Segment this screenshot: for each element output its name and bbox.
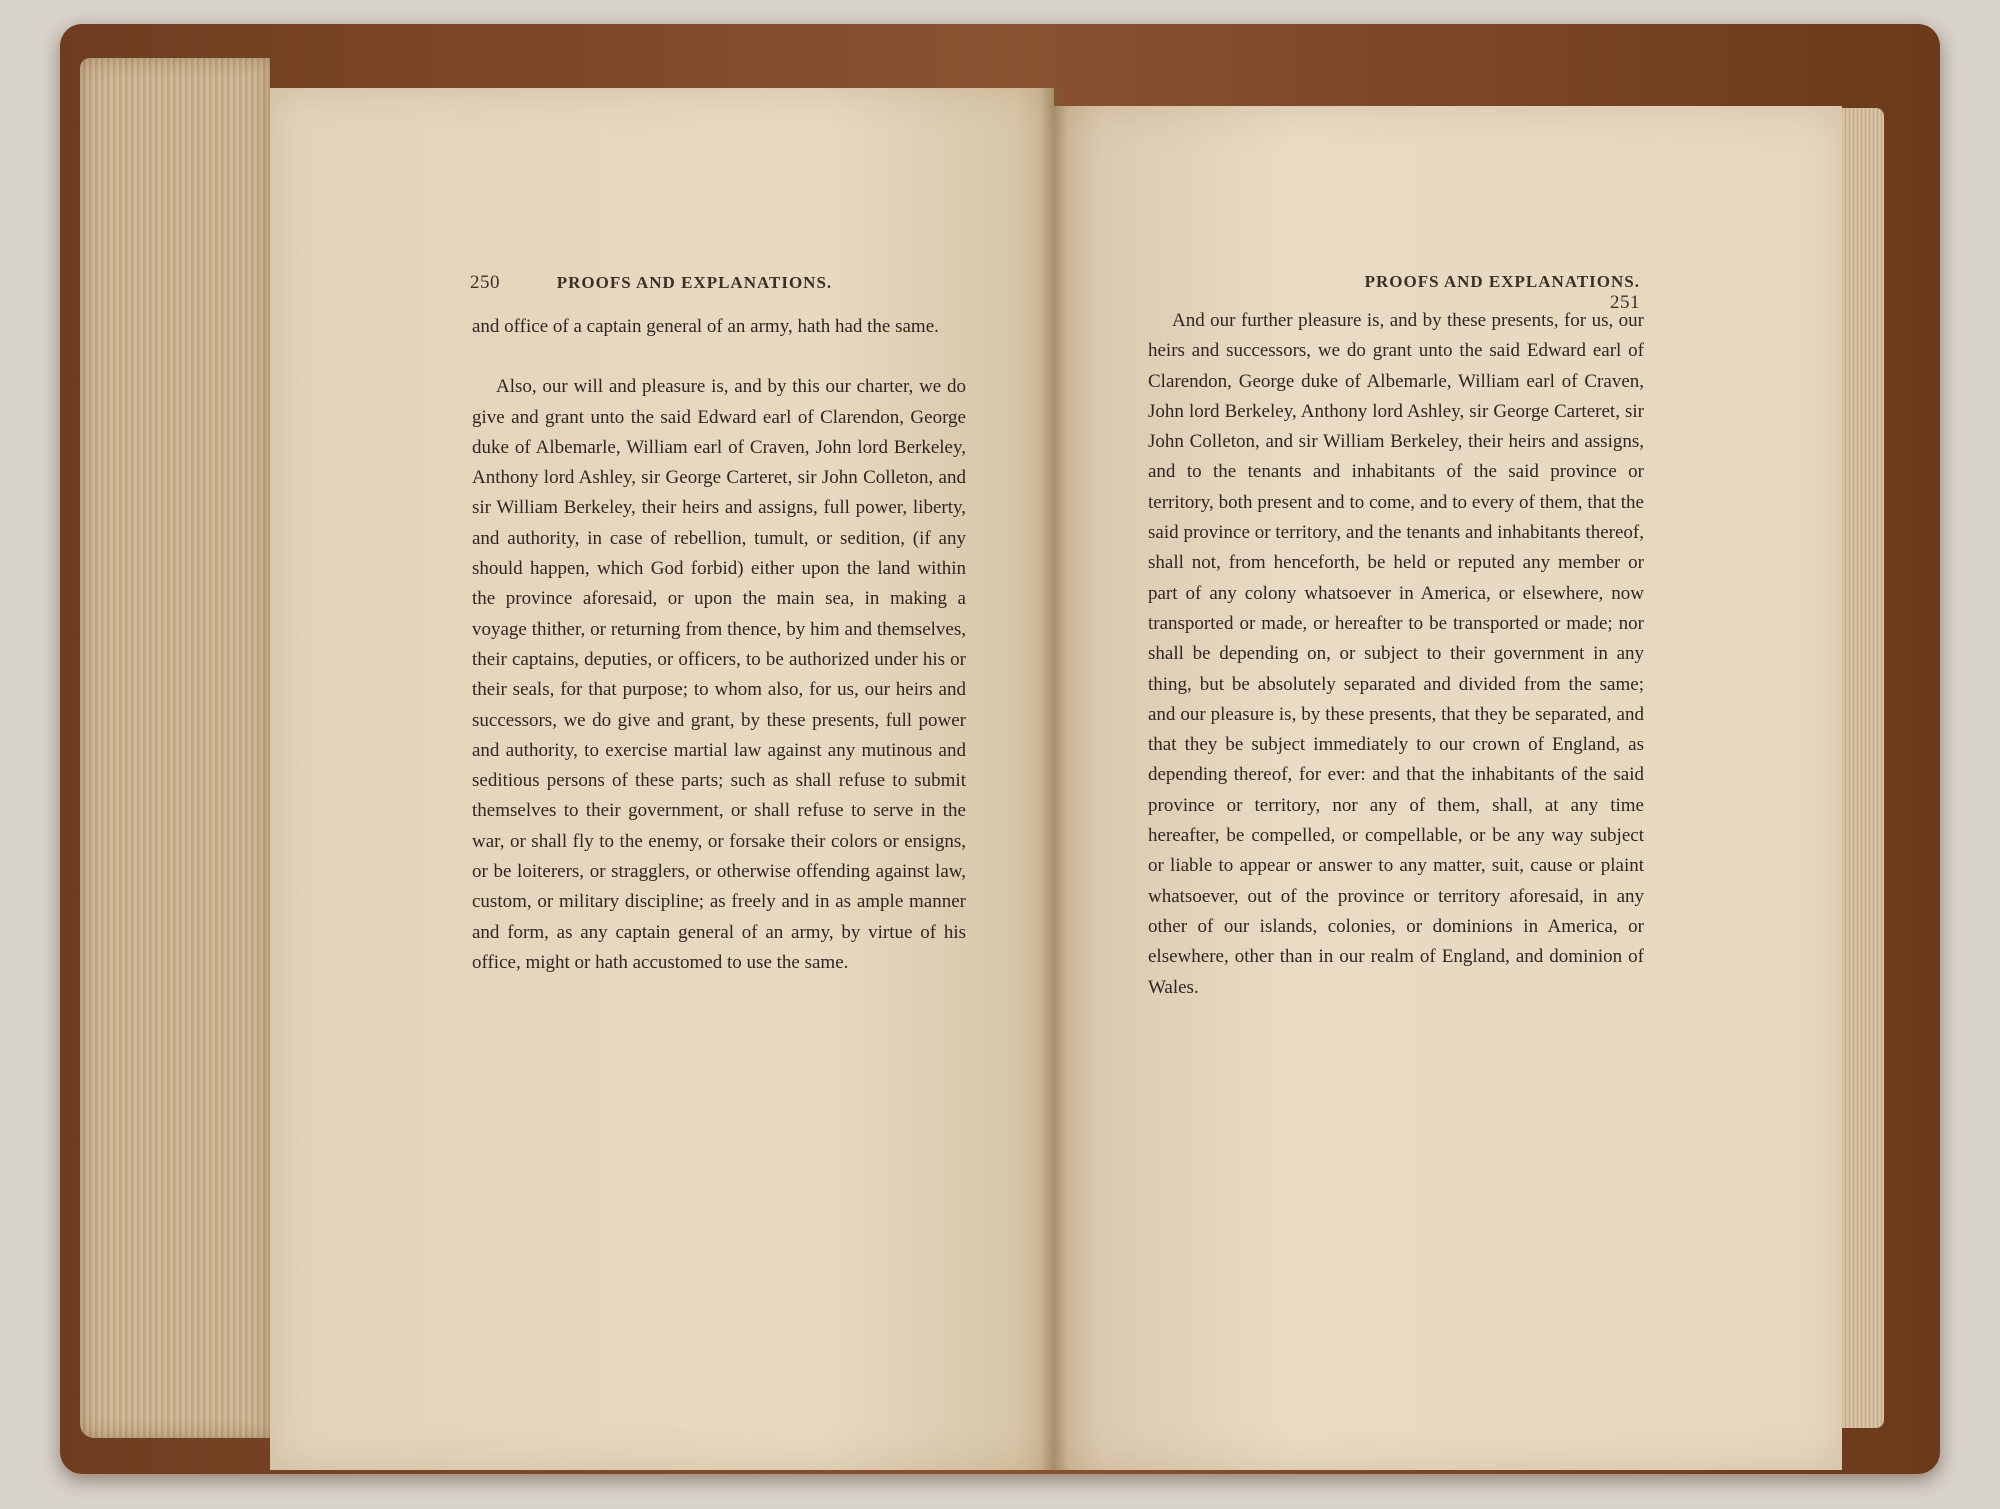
- left-page-number: 250: [470, 272, 500, 293]
- left-running-title: PROOFS AND EXPLANATIONS.: [556, 273, 833, 292]
- right-page-text: [1148, 306, 1644, 1003]
- left-paragraph-1: and office of a captain general of an army, hath had the same.: [472, 316, 939, 337]
- left-running-head: [470, 272, 970, 300]
- book-gutter: [1040, 88, 1068, 1470]
- book-fore-edge-right: [1842, 108, 1884, 1428]
- left-page-text: [472, 312, 966, 978]
- book-fore-edge-left: [80, 58, 270, 1438]
- right-running-title: PROOFS AND EXPLANATIONS.: [1364, 272, 1640, 291]
- right-running-head: [1258, 272, 1640, 313]
- left-paragraph-2: Also, our will and pleasure is, and by this our charter, we do give and grant unto the said Edward earl of Clarendon, George duke of Albemarle, William earl of Craven, John lord Berkeley, Anthony lord Ashley, sir George Carteret, sir John Colleton, and sir William Berkeley, their heirs and assigns, full power, liberty, and authority, in case of rebellion, tumult, or sedition, (if any should happen, which God forbid) either upon the land within the province aforesaid, or upon the main sea, in making a voyage thither, or returning from thence, by him and themselves, their captains, deputies, or officers, to be authorized under his or their seals, for that purpose; to whom also, for us, our heirs and successors, we do give and grant, by these presents, full power and authority, to exercise martial law against any mutinous and seditious persons of these parts; such as shall refuse to submit themselves to their government, or shall refuse to serve in the war, or shall fly to the enemy, or forsake their colors or ensigns, or be loiterers, or stragglers, or otherwise offending against law, custom, or military discipline; as freely and in as ample manner and form, as any captain general of an army, by virtue of his office, might or hath accustomed to use the same.: [472, 376, 966, 973]
- right-paragraph-1: And our further pleasure is, and by these presents, for us, our heirs and successors, we do grant unto the said Edward earl of Clarendon, George duke of Albemarle, William earl of Craven, John lord Berkeley, Anthony lord Ashley, sir George Carteret, sir John Colleton, and sir William Berkeley, their heirs and assigns, and to the tenants and inhabitants of the said province or territory, both present and to come, and to every of them, that the said province or territory, and the tenants and inhabitants thereof, shall not, from henceforth, be held or reputed any member or part of any colony whatsoever in America, or elsewhere, now transported or made, or hereafter to be transported or made; nor shall be depending on, or subject to their government in any thing, but be absolutely separated and divided from the same; and our pleasure is, by these presents, that they be separated, and that they be subject immediately to our crown of England, as depending thereof, for ever: and that the inhabitants of the said province or territory, nor any of them, shall, at any time hereafter, be compelled, or compellable, or be any way subject or liable to appear or answer to any matter, suit, cause or plaint whatsoever, out of the province or territory aforesaid, in any other of our islands, colonies, or dominions in America, or elsewhere, other than in our realm of England, and dominion of Wales.: [1148, 310, 1644, 998]
- right-page-number: 251: [1610, 292, 1640, 313]
